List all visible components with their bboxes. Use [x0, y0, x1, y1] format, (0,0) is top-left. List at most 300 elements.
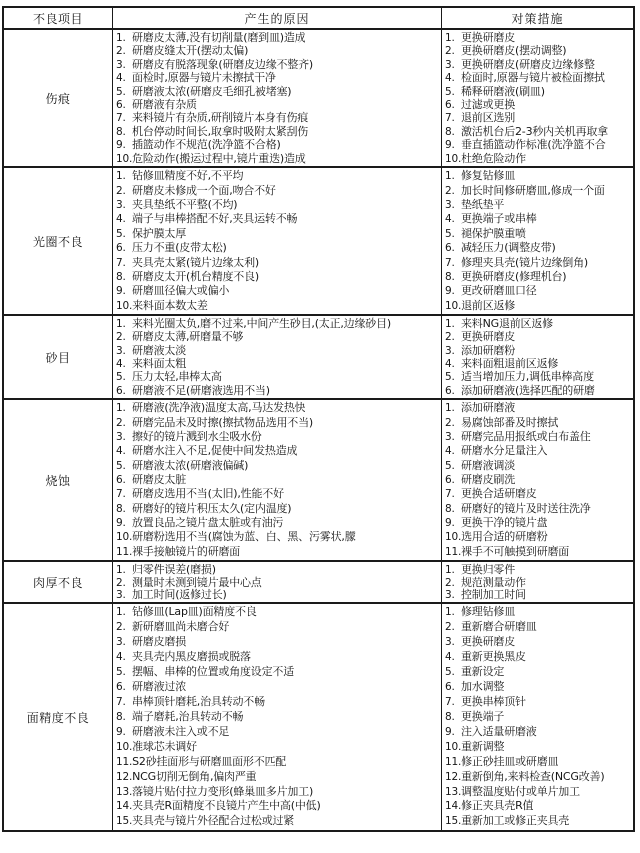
causes-cell	[113, 562, 442, 602]
item-number: 1.	[116, 170, 126, 183]
item-text: 研磨皮太薄,研磨量不够	[132, 330, 244, 344]
item-text: 研磨皮刷洗	[461, 472, 515, 486]
measure-item	[445, 650, 633, 664]
item-number: 5.	[116, 85, 126, 98]
item-number: 5.	[445, 371, 455, 384]
cause-item	[116, 576, 441, 589]
cause-item	[116, 212, 441, 226]
defect-category-label: 伤痕	[45, 91, 71, 106]
item-text: 研磨液太浓(研磨皮毛细孔被堵塞)	[132, 84, 292, 98]
item-text: 研磨液有杂质	[132, 98, 197, 112]
defect-category-cell	[4, 400, 113, 560]
measure-item	[445, 473, 633, 487]
item-text: 更换研磨皮	[461, 635, 515, 649]
measures-cell	[442, 400, 633, 560]
item-text: S2砂挂面形与研磨皿面形不匹配	[132, 754, 287, 768]
item-text: 夹具壳R面精度不良镜片产生中高(中低)	[132, 799, 321, 813]
cause-item	[116, 256, 441, 270]
measure-item	[445, 212, 633, 226]
item-text: 夹具壳太紧(镜片边缘太利)	[132, 255, 259, 269]
item-text: 更换研磨皮(修理机台)	[461, 269, 567, 283]
item-number: 6.	[116, 473, 126, 486]
item-number: 4.	[116, 445, 126, 458]
item-number: 8.	[445, 710, 455, 723]
item-number: 1.	[445, 402, 455, 415]
item-number: 2.	[116, 331, 126, 344]
measure-item	[445, 605, 633, 619]
cause-item	[116, 58, 441, 71]
item-number: 6.	[445, 681, 455, 694]
item-text: 重新调整	[461, 739, 505, 753]
item-number: 1.	[445, 170, 455, 183]
defect-category-cell	[4, 604, 113, 830]
causes-list	[113, 316, 441, 398]
cause-item	[116, 588, 441, 601]
cause-item	[116, 299, 441, 313]
measures-cell	[442, 168, 633, 314]
item-text: 研磨液(洗净液)温度太高,马达发热快	[132, 401, 306, 415]
item-number: 8.	[445, 270, 455, 283]
item-text: 研磨皮磨损	[132, 635, 186, 649]
item-text: 更换研磨皮	[461, 31, 515, 44]
cause-item	[116, 680, 441, 694]
measure-item	[445, 125, 633, 138]
item-text: 来料面太粗	[132, 356, 186, 370]
item-text: 易腐蚀部番及时擦拭	[461, 415, 559, 429]
item-number: 15.	[445, 815, 462, 828]
measures-list	[442, 168, 633, 314]
cause-item	[116, 785, 441, 799]
item-text: 准球芯未调好	[132, 739, 197, 753]
item-text: 摆幅、串棒的位置或角度设定不适	[132, 665, 294, 679]
item-text: 退前区返修	[461, 298, 516, 312]
cause-item	[116, 545, 441, 559]
item-number: 4.	[445, 72, 455, 85]
item-number: 6.	[116, 384, 126, 397]
item-text: 加长时间修研磨皿,修成一个面	[461, 183, 605, 197]
item-number: 4.	[116, 651, 126, 664]
item-text: 研磨完品未及时擦(擦拭物品选用不当)	[132, 415, 313, 429]
item-text: 添加研磨粉	[461, 343, 515, 357]
item-number: 5.	[445, 459, 455, 472]
cause-item	[116, 695, 441, 709]
item-text: 压力不重(皮带太松)	[132, 241, 227, 255]
item-number: 1.	[445, 606, 455, 619]
cause-item	[116, 357, 441, 370]
item-text: 新研磨皿尚未磨合好	[132, 620, 230, 634]
item-number: 7.	[116, 695, 126, 708]
measure-item	[445, 680, 633, 694]
item-number: 1.	[116, 606, 126, 619]
item-text: 来料光圈太负,磨不过来,中间产生砂目,(太正,边缘砂目)	[132, 317, 391, 330]
measure-item	[445, 299, 633, 313]
item-number: 14.	[116, 800, 133, 813]
item-text: 减轻压力(调整皮带)	[461, 241, 556, 255]
measures-cell	[442, 604, 633, 830]
cause-item	[116, 605, 441, 619]
defect-section-row	[4, 28, 633, 166]
item-text: 裸手不可触摸到研磨面	[461, 544, 570, 558]
item-number: 7.	[445, 256, 455, 269]
item-text: 更换干净的镜片盘	[461, 516, 548, 530]
item-number: 3.	[116, 430, 126, 443]
item-text: 更换端子或串棒	[461, 212, 537, 226]
item-text: 修理夹具壳(镜片边缘倒角)	[461, 255, 588, 269]
item-number: 1.	[445, 32, 455, 44]
item-number: 10.	[116, 152, 133, 165]
measure-item	[445, 98, 633, 111]
item-text: 修正夹具壳R值	[461, 799, 534, 813]
measure-item	[445, 111, 633, 124]
measure-item	[445, 695, 633, 709]
item-text: 研磨液未注入或不足	[132, 724, 230, 738]
item-number: 10.	[445, 152, 462, 165]
cause-item	[116, 487, 441, 501]
item-number: 2.	[116, 576, 126, 589]
measure-item	[445, 563, 633, 576]
item-number: 4.	[445, 213, 455, 226]
header-defect-item: 不良项目	[4, 8, 113, 28]
measure-item	[445, 530, 633, 544]
item-number: 3.	[116, 589, 126, 602]
cause-item	[116, 814, 441, 828]
cause-item	[116, 370, 441, 383]
measures-list	[442, 400, 633, 560]
item-text: 重新更换黑皮	[461, 650, 526, 664]
cause-item	[116, 44, 441, 57]
measure-item	[445, 502, 633, 516]
item-number: 3.	[445, 344, 455, 357]
cause-item	[116, 725, 441, 739]
item-number: 2.	[445, 45, 455, 58]
cause-item	[116, 530, 441, 544]
item-text: 更换串棒顶针	[461, 694, 526, 708]
measure-item	[445, 71, 633, 84]
item-text: 来料镜片有杂质,研削镜片本身有伤痕	[132, 111, 309, 125]
causes-cell	[113, 30, 442, 166]
measure-item	[445, 799, 633, 813]
item-number: 7.	[445, 488, 455, 501]
item-number: 1.	[116, 402, 126, 415]
cause-item	[116, 799, 441, 813]
measure-item	[445, 814, 633, 828]
item-text: 测量时未测到镜片最中心点	[132, 575, 262, 589]
item-text: 钻修皿(Lap皿)面精度不良	[132, 605, 257, 619]
defect-category-label: 面精度不良	[26, 710, 90, 725]
measure-item	[445, 545, 633, 559]
item-number: 3.	[445, 198, 455, 211]
defect-category-cell	[4, 316, 113, 398]
item-text: 危险动作(搬运过程中,镜片重迭)造成	[132, 151, 306, 165]
item-number: 8.	[445, 125, 455, 138]
item-text: 研磨皿径偏大或偏小	[132, 284, 230, 298]
item-number: 10.	[445, 740, 462, 753]
measure-item	[445, 31, 633, 44]
table-body	[4, 28, 633, 830]
item-number: 5.	[445, 666, 455, 679]
item-number: 4.	[116, 72, 126, 85]
measure-item	[445, 635, 633, 649]
item-text: 研磨皮太薄,没有切削量(磨到皿)造成	[132, 31, 306, 44]
item-number: 3.	[116, 58, 126, 71]
cause-item	[116, 152, 441, 165]
item-number: 10.	[445, 299, 462, 312]
cause-item	[116, 563, 441, 576]
item-number: 8.	[116, 125, 126, 138]
item-text: 重新倒角,来料检查(NCG改善)	[461, 769, 605, 783]
item-text: 适当增加压力,调低串棒高度	[461, 370, 594, 384]
cause-item	[116, 270, 441, 284]
cause-item	[116, 330, 441, 343]
item-number: 3.	[445, 636, 455, 649]
cause-item	[116, 430, 441, 444]
item-number: 10.	[116, 740, 133, 753]
item-text: 串棒顶针磨耗,治具转动不畅	[132, 694, 265, 708]
item-text: 来料面粗退前区返修	[461, 356, 559, 370]
measure-item	[445, 270, 633, 284]
cause-item	[116, 384, 441, 397]
item-number: 9.	[116, 139, 126, 152]
measure-item	[445, 44, 633, 57]
item-number: 2.	[116, 416, 126, 429]
item-text: 垂直插篮动作标准(洗净篮不合	[461, 138, 606, 152]
item-number: 10.	[116, 299, 133, 312]
causes-list	[113, 168, 441, 314]
measure-item	[445, 665, 633, 679]
item-text: 过滤或更换	[461, 98, 515, 112]
measures-list	[442, 316, 633, 398]
item-text: 更换研磨皮	[461, 330, 515, 344]
item-number: 12.	[445, 770, 462, 783]
item-text: 研磨皮太脏	[132, 472, 186, 486]
item-text: 研磨液调淡	[461, 458, 515, 472]
measure-item	[445, 755, 633, 769]
item-text: 更换合适研磨皮	[461, 487, 537, 501]
cause-item	[116, 184, 441, 198]
item-number: 2.	[116, 45, 126, 58]
item-number: 4.	[445, 445, 455, 458]
cause-item	[116, 241, 441, 255]
item-text: 夹具壳与镜片外径配合过松或过紧	[132, 814, 295, 828]
item-number: 6.	[116, 99, 126, 112]
item-text: 研磨液太浓(研磨液偏碱)	[132, 458, 249, 472]
measure-item	[445, 576, 633, 589]
cause-item	[116, 31, 441, 44]
cause-item	[116, 620, 441, 634]
cause-item	[116, 740, 441, 754]
cause-item	[116, 138, 441, 151]
item-text: 加工时间(返修过长)	[132, 588, 227, 602]
item-text: 垫纸垫平	[461, 197, 505, 211]
item-number: 5.	[116, 666, 126, 679]
cause-item	[116, 650, 441, 664]
item-number: 5.	[116, 227, 126, 240]
measure-item	[445, 85, 633, 98]
table-header-row	[4, 8, 633, 28]
item-number: 9.	[445, 517, 455, 530]
item-number: 8.	[116, 710, 126, 723]
item-text: 来料面本数太差	[132, 298, 208, 312]
cause-item	[116, 227, 441, 241]
causes-cell	[113, 316, 442, 398]
item-text: 研磨皮未修成一个面,吻合不好	[132, 183, 276, 197]
item-text: 压力太轻,串棒太高	[132, 370, 222, 384]
item-number: 3.	[116, 198, 126, 211]
defect-category-cell	[4, 168, 113, 314]
measure-item	[445, 256, 633, 270]
measures-list	[442, 30, 633, 166]
item-text: 修复钻修皿	[461, 169, 515, 183]
item-number: 13.	[116, 785, 133, 798]
item-number: 2.	[445, 331, 455, 344]
item-text: 研磨皮缝太开(摆动太偏)	[132, 44, 249, 58]
item-number: 6.	[445, 473, 455, 486]
header-causes: 产生的原因	[113, 8, 442, 28]
cause-item	[116, 502, 441, 516]
item-text: 规范测量动作	[461, 575, 526, 589]
item-number: 9.	[445, 725, 455, 738]
item-text: 退前区选别	[461, 111, 515, 125]
item-text: 研磨液太淡	[132, 343, 186, 357]
item-text: 放置良品之镜片盘太脏或有油污	[132, 516, 284, 530]
item-number: 8.	[116, 270, 126, 283]
causes-list	[113, 30, 441, 166]
item-text: 加水调整	[461, 680, 505, 694]
measure-item	[445, 459, 633, 473]
defect-category-label: 光圈不良	[32, 234, 83, 249]
item-number: 6.	[445, 242, 455, 255]
cause-item	[116, 444, 441, 458]
measure-item	[445, 740, 633, 754]
item-text: 控制加工时间	[461, 588, 526, 602]
causes-cell	[113, 604, 442, 830]
item-number: 5.	[445, 227, 455, 240]
item-number: 7.	[445, 112, 455, 125]
item-number: 9.	[445, 139, 455, 152]
item-text: 更改研磨皿口径	[461, 284, 537, 298]
cause-item	[116, 85, 441, 98]
item-number: 11.	[445, 755, 462, 768]
item-text: 调整温度贴付或单片加工	[461, 784, 580, 798]
item-number: 7.	[445, 695, 455, 708]
item-number: 6.	[116, 242, 126, 255]
measure-item	[445, 416, 633, 430]
item-number: 11.	[116, 755, 133, 768]
item-text: 更换研磨皮(摆动调整)	[461, 44, 567, 58]
item-text: 检面时,原器与镜片被检面擦拭	[461, 71, 605, 85]
measure-item	[445, 169, 633, 183]
cause-item	[116, 284, 441, 298]
measure-item	[445, 241, 633, 255]
item-number: 3.	[445, 58, 455, 71]
cause-item	[116, 125, 441, 138]
item-number: 9.	[445, 285, 455, 298]
item-number: 2.	[116, 621, 126, 634]
item-number: 4.	[445, 651, 455, 664]
item-text: 重新加工或修正夹具壳	[461, 814, 570, 828]
cause-item	[116, 98, 441, 111]
measure-item	[445, 725, 633, 739]
item-number: 8.	[116, 502, 126, 515]
measures-cell	[442, 30, 633, 166]
item-text: 重新磨合研磨皿	[461, 620, 537, 634]
defect-section-row	[4, 602, 633, 830]
item-number: 2.	[445, 416, 455, 429]
item-text: 修理钻修皿	[461, 605, 515, 619]
item-number: 7.	[116, 488, 126, 501]
measure-item	[445, 198, 633, 212]
item-number: 4.	[445, 357, 455, 370]
defect-section-row	[4, 398, 633, 560]
item-number: 1.	[116, 564, 126, 576]
cause-item	[116, 344, 441, 357]
cause-item	[116, 169, 441, 183]
item-text: 面检时,原器与镜片未擦拭干净	[132, 71, 276, 85]
item-number: 1.	[116, 318, 126, 330]
measure-item	[445, 152, 633, 165]
item-text: 机台停动时间长,取拿时吸附太紧刮伤	[132, 124, 309, 138]
measure-item	[445, 487, 633, 501]
item-text: 研磨粉选用不当(腐蚀为蓝、白、黑、污雾状,朦	[132, 530, 356, 544]
item-number: 14.	[445, 800, 462, 813]
item-text: 插篮动作不规范(洗净篮不合格)	[132, 138, 281, 152]
item-text: 研磨好的镜片及时送往洗净	[461, 501, 591, 515]
item-number: 6.	[116, 681, 126, 694]
measure-item	[445, 401, 633, 415]
measure-item	[445, 184, 633, 198]
item-text: 激活机台后2-3秒内关机再取拿	[461, 124, 608, 138]
item-text: 研磨好的镜片积压太久(定内温度)	[132, 501, 292, 515]
defect-category-cell	[4, 30, 113, 166]
item-text: 研磨液过浓	[132, 680, 186, 694]
item-text: 研磨皮太开(机台精度不良)	[132, 269, 259, 283]
item-text: 夹具壳内黑皮磨损或脱落	[132, 650, 251, 664]
item-number: 7.	[116, 112, 126, 125]
item-number: 13.	[445, 785, 462, 798]
item-number: 2.	[445, 184, 455, 197]
item-number: 8.	[445, 502, 455, 515]
item-number: 6.	[445, 384, 455, 397]
item-number: 2.	[116, 184, 126, 197]
causes-cell	[113, 400, 442, 560]
item-text: 端子与串棒搭配不好,夹具运转不畅	[132, 212, 298, 226]
measure-item	[445, 317, 633, 330]
measure-item	[445, 357, 633, 370]
header-countermeasures: 对策措施	[511, 11, 564, 26]
item-text: 选用合适的研磨粉	[461, 530, 548, 544]
measure-item	[445, 138, 633, 151]
measures-list	[442, 604, 633, 830]
item-number: 10.	[445, 531, 462, 544]
item-text: 归零件误差(磨损)	[132, 563, 216, 576]
cause-item	[116, 710, 441, 724]
cause-item	[116, 473, 441, 487]
cause-item	[116, 401, 441, 415]
item-number: 3.	[116, 636, 126, 649]
item-text: 来料NG退前区返修	[461, 317, 553, 330]
measure-item	[445, 785, 633, 799]
causes-cell	[113, 168, 442, 314]
measures-cell	[442, 562, 633, 602]
measure-item	[445, 227, 633, 241]
item-number: 6.	[445, 99, 455, 112]
cause-item	[116, 635, 441, 649]
measure-item	[445, 444, 633, 458]
cause-item	[116, 416, 441, 430]
measure-item	[445, 330, 633, 343]
item-text: 更换研磨皮(研磨皮边缘修整	[461, 57, 595, 71]
measures-list	[442, 562, 633, 602]
